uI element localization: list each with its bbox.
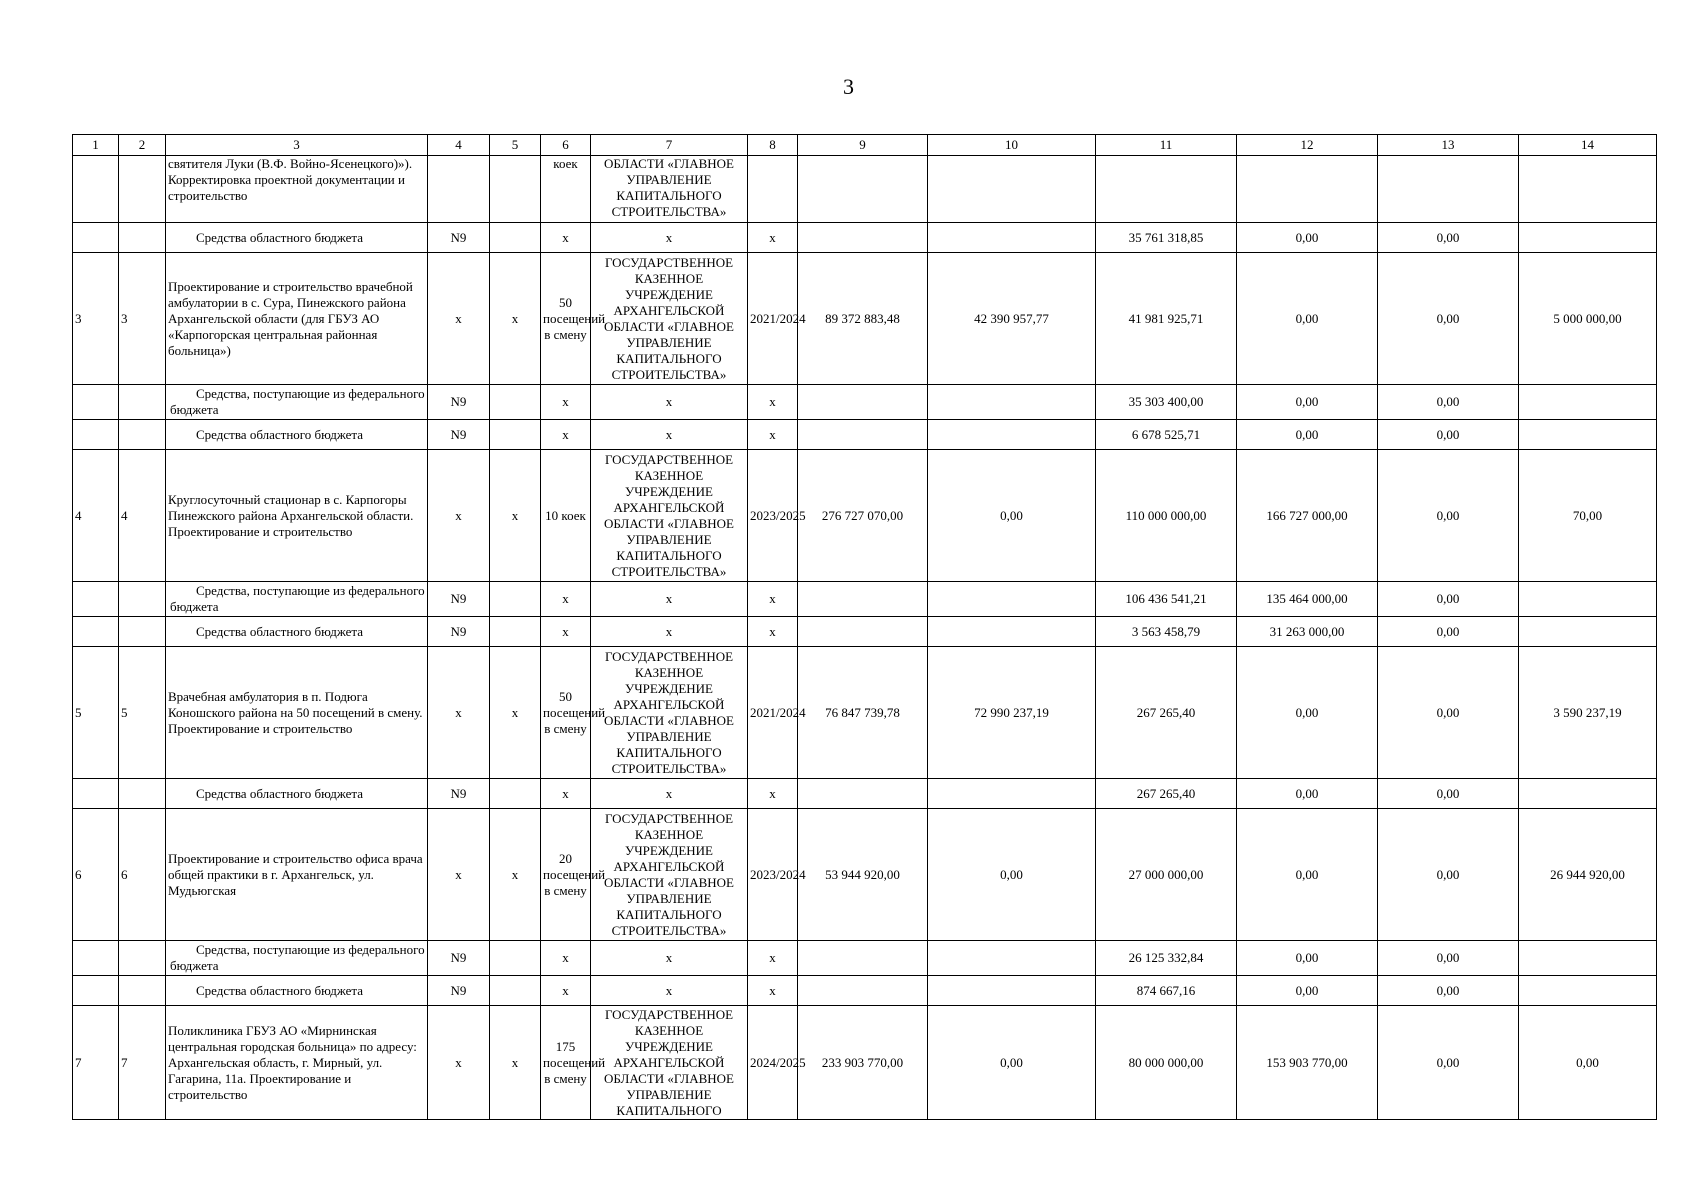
total-cost: [798, 617, 928, 647]
capacity: x: [541, 617, 591, 647]
col-11-value: 41 981 925,71: [1096, 253, 1237, 385]
col-12-value: 0,00: [1237, 223, 1378, 253]
col-12-value: 31 263 000,00: [1237, 617, 1378, 647]
col-12-value: 0,00: [1237, 941, 1378, 976]
col-10-value: [928, 941, 1096, 976]
col-12-value: 166 727 000,00: [1237, 450, 1378, 582]
col-14-value: [1519, 779, 1657, 809]
period: x: [748, 617, 798, 647]
col-12-value: 135 464 000,00: [1237, 582, 1378, 617]
col-14-value: [1519, 582, 1657, 617]
column-number: 7: [591, 135, 748, 156]
col-11-value: 27 000 000,00: [1096, 809, 1237, 941]
col-13-value: 0,00: [1378, 253, 1519, 385]
col-10-value: 0,00: [928, 1006, 1096, 1120]
total-cost: [798, 582, 928, 617]
col-12-value: [1237, 156, 1378, 223]
object-number: [119, 941, 166, 976]
capacity: коек: [541, 156, 591, 223]
column-number-row: [73, 135, 1657, 156]
period: x: [748, 582, 798, 617]
customer: ГОСУДАРСТВЕННОЕ КАЗЕННОЕ УЧРЕЖДЕНИЕ АРХАНГЕЛЬСКОЙ ОБЛАСТИ «ГЛАВНОЕ УПРАВЛЕНИЕ КАПИТАЛЬНОГО СТРОИТЕЛЬСТВА»: [591, 809, 748, 941]
object-name: Поликлиника ГБУЗ АО «Мирнинская центральная городская больница» по адресу: Архангельская область, г. Мирный, ул. Гагарина, 11а. Проектирование и строительство: [166, 1006, 428, 1120]
col-5-value: x: [490, 450, 541, 582]
table-row: [73, 253, 1657, 385]
period: x: [748, 779, 798, 809]
total-cost: [798, 156, 928, 223]
col-5-value: x: [490, 253, 541, 385]
col-4-value: N9: [428, 385, 490, 420]
table-row: [73, 450, 1657, 582]
col-5-value: [490, 582, 541, 617]
table-row: [73, 941, 1657, 976]
col-10-value: 42 390 957,77: [928, 253, 1096, 385]
col-14-value: 5 000 000,00: [1519, 253, 1657, 385]
object-name: Проектирование и строительство врачебной амбулатории в с. Сура, Пинежского района Архангельской области (для ГБУЗ АО «Карпогорская центральная районная больница»): [166, 253, 428, 385]
col-12-value: 0,00: [1237, 779, 1378, 809]
capacity: x: [541, 976, 591, 1006]
col-14-value: 3 590 237,19: [1519, 647, 1657, 779]
capacity: x: [541, 582, 591, 617]
object-number: [119, 223, 166, 253]
capacity: x: [541, 420, 591, 450]
col-14-value: [1519, 976, 1657, 1006]
table-row: [73, 647, 1657, 779]
col-10-value: [928, 223, 1096, 253]
col-5-value: [490, 617, 541, 647]
col-5-value: [490, 976, 541, 1006]
column-number: 12: [1237, 135, 1378, 156]
total-cost: [798, 779, 928, 809]
period: x: [748, 385, 798, 420]
row-number: 3: [73, 253, 119, 385]
table-row: [73, 976, 1657, 1006]
col-14-value: [1519, 385, 1657, 420]
col-4-value: x: [428, 253, 490, 385]
column-number: 10: [928, 135, 1096, 156]
page-number: 3: [843, 74, 854, 99]
row-number: 7: [73, 1006, 119, 1120]
column-number: 13: [1378, 135, 1519, 156]
total-cost: 233 903 770,00: [798, 1006, 928, 1120]
table-row: [73, 809, 1657, 941]
col-10-value: 0,00: [928, 809, 1096, 941]
col-14-value: [1519, 941, 1657, 976]
object-name: Средства областного бюджета: [166, 976, 428, 1006]
period: 2021/2024: [748, 253, 798, 385]
object-number: [119, 976, 166, 1006]
col-4-value: x: [428, 450, 490, 582]
customer: x: [591, 617, 748, 647]
capacity: x: [541, 385, 591, 420]
col-5-value: [490, 779, 541, 809]
row-number: [73, 779, 119, 809]
col-10-value: [928, 385, 1096, 420]
column-number: 8: [748, 135, 798, 156]
table-row: [73, 1006, 1657, 1120]
col-11-value: 35 761 318,85: [1096, 223, 1237, 253]
col-10-value: [928, 976, 1096, 1006]
total-cost: 53 944 920,00: [798, 809, 928, 941]
col-14-value: 0,00: [1519, 1006, 1657, 1120]
period: x: [748, 420, 798, 450]
customer: ОБЛАСТИ «ГЛАВНОЕ УПРАВЛЕНИЕ КАПИТАЛЬНОГО СТРОИТЕЛЬСТВА»: [591, 156, 748, 223]
row-number: [73, 420, 119, 450]
col-14-value: [1519, 420, 1657, 450]
col-4-value: N9: [428, 223, 490, 253]
col-11-value: 267 265,40: [1096, 647, 1237, 779]
object-number: 7: [119, 1006, 166, 1120]
col-12-value: 0,00: [1237, 253, 1378, 385]
capacity: 10 коек: [541, 450, 591, 582]
capacity: 20 посещений в смену: [541, 809, 591, 941]
row-number: 5: [73, 647, 119, 779]
total-cost: 276 727 070,00: [798, 450, 928, 582]
period: x: [748, 941, 798, 976]
row-number: [73, 976, 119, 1006]
col-12-value: 0,00: [1237, 385, 1378, 420]
table-row: [73, 420, 1657, 450]
table-row: [73, 385, 1657, 420]
col-11-value: [1096, 156, 1237, 223]
table-row: [73, 156, 1657, 223]
object-number: [119, 582, 166, 617]
column-number: 11: [1096, 135, 1237, 156]
object-number: 5: [119, 647, 166, 779]
object-name: святителя Луки (В.Ф. Войно-Ясенецкого)»). Корректировка проектной документации и строительство: [166, 156, 428, 223]
col-13-value: 0,00: [1378, 617, 1519, 647]
total-cost: [798, 941, 928, 976]
col-14-value: [1519, 617, 1657, 647]
total-cost: [798, 976, 928, 1006]
col-11-value: 106 436 541,21: [1096, 582, 1237, 617]
capacity: 50 посещений в смену: [541, 253, 591, 385]
col-12-value: 0,00: [1237, 647, 1378, 779]
column-number: 3: [166, 135, 428, 156]
col-5-value: [490, 385, 541, 420]
row-number: [73, 156, 119, 223]
total-cost: [798, 420, 928, 450]
col-4-value: N9: [428, 582, 490, 617]
col-13-value: 0,00: [1378, 582, 1519, 617]
customer: x: [591, 582, 748, 617]
total-cost: 76 847 739,78: [798, 647, 928, 779]
object-number: 3: [119, 253, 166, 385]
row-number: [73, 385, 119, 420]
row-number: 4: [73, 450, 119, 582]
col-13-value: [1378, 156, 1519, 223]
col-4-value: x: [428, 809, 490, 941]
object-name: Средства областного бюджета: [166, 223, 428, 253]
customer: x: [591, 420, 748, 450]
col-5-value: [490, 223, 541, 253]
col-11-value: 35 303 400,00: [1096, 385, 1237, 420]
total-cost: [798, 385, 928, 420]
period: 2024/2025: [748, 1006, 798, 1120]
period: 2023/2025: [748, 450, 798, 582]
row-number: 6: [73, 809, 119, 941]
row-number: [73, 941, 119, 976]
col-11-value: 80 000 000,00: [1096, 1006, 1237, 1120]
object-name: Проектирование и строительство офиса врача общей практики в г. Архангельск, ул. Мудьюгская: [166, 809, 428, 941]
col-4-value: N9: [428, 617, 490, 647]
col-13-value: 0,00: [1378, 809, 1519, 941]
col-11-value: 874 667,16: [1096, 976, 1237, 1006]
total-cost: 89 372 883,48: [798, 253, 928, 385]
col-14-value: 26 944 920,00: [1519, 809, 1657, 941]
total-cost: [798, 223, 928, 253]
table-row: [73, 617, 1657, 647]
col-4-value: N9: [428, 779, 490, 809]
col-5-value: x: [490, 809, 541, 941]
object-number: [119, 617, 166, 647]
object-name: Средства областного бюджета: [166, 617, 428, 647]
row-number: [73, 223, 119, 253]
customer: ГОСУДАРСТВЕННОЕ КАЗЕННОЕ УЧРЕЖДЕНИЕ АРХАНГЕЛЬСКОЙ ОБЛАСТИ «ГЛАВНОЕ УПРАВЛЕНИЕ КАПИТАЛЬНОГО: [591, 1006, 748, 1120]
column-number: 4: [428, 135, 490, 156]
col-13-value: 0,00: [1378, 450, 1519, 582]
col-10-value: 72 990 237,19: [928, 647, 1096, 779]
object-name: Средства, поступающие из федерального бюджета: [166, 941, 428, 976]
object-number: [119, 385, 166, 420]
col-5-value: [490, 156, 541, 223]
col-10-value: [928, 582, 1096, 617]
object-name: Средства областного бюджета: [166, 420, 428, 450]
object-number: 4: [119, 450, 166, 582]
col-4-value: N9: [428, 941, 490, 976]
capacity: x: [541, 941, 591, 976]
col-11-value: 26 125 332,84: [1096, 941, 1237, 976]
col-14-value: [1519, 223, 1657, 253]
period: x: [748, 976, 798, 1006]
col-11-value: 267 265,40: [1096, 779, 1237, 809]
table-row: [73, 779, 1657, 809]
col-13-value: 0,00: [1378, 1006, 1519, 1120]
col-13-value: 0,00: [1378, 385, 1519, 420]
col-10-value: [928, 617, 1096, 647]
col-10-value: [928, 779, 1096, 809]
col-11-value: 6 678 525,71: [1096, 420, 1237, 450]
period: 2023/2024: [748, 809, 798, 941]
capacity: 50 посещений в смену: [541, 647, 591, 779]
customer: ГОСУДАРСТВЕННОЕ КАЗЕННОЕ УЧРЕЖДЕНИЕ АРХАНГЕЛЬСКОЙ ОБЛАСТИ «ГЛАВНОЕ УПРАВЛЕНИЕ КАПИТАЛЬНОГО СТРОИТЕЛЬСТВА»: [591, 647, 748, 779]
col-4-value: x: [428, 1006, 490, 1120]
col-14-value: 70,00: [1519, 450, 1657, 582]
col-11-value: 110 000 000,00: [1096, 450, 1237, 582]
column-number: 14: [1519, 135, 1657, 156]
budget-table: [72, 134, 1657, 1120]
col-5-value: x: [490, 1006, 541, 1120]
period: x: [748, 223, 798, 253]
customer: x: [591, 779, 748, 809]
col-5-value: x: [490, 647, 541, 779]
customer: ГОСУДАРСТВЕННОЕ КАЗЕННОЕ УЧРЕЖДЕНИЕ АРХАНГЕЛЬСКОЙ ОБЛАСТИ «ГЛАВНОЕ УПРАВЛЕНИЕ КАПИТАЛЬНОГО СТРОИТЕЛЬСТВА»: [591, 253, 748, 385]
customer: ГОСУДАРСТВЕННОЕ КАЗЕННОЕ УЧРЕЖДЕНИЕ АРХАНГЕЛЬСКОЙ ОБЛАСТИ «ГЛАВНОЕ УПРАВЛЕНИЕ КАПИТАЛЬНОГО СТРОИТЕЛЬСТВА»: [591, 450, 748, 582]
object-name: Средства, поступающие из федерального бюджета: [166, 582, 428, 617]
object-name: Средства областного бюджета: [166, 779, 428, 809]
row-number: [73, 617, 119, 647]
col-10-value: [928, 420, 1096, 450]
col-4-value: x: [428, 647, 490, 779]
capacity: x: [541, 779, 591, 809]
col-12-value: 0,00: [1237, 809, 1378, 941]
column-number: 6: [541, 135, 591, 156]
column-number: 2: [119, 135, 166, 156]
object-number: [119, 156, 166, 223]
col-5-value: [490, 941, 541, 976]
object-number: [119, 779, 166, 809]
capacity: x: [541, 223, 591, 253]
period: 2021/2024: [748, 647, 798, 779]
object-number: [119, 420, 166, 450]
col-12-value: 0,00: [1237, 420, 1378, 450]
column-number: 1: [73, 135, 119, 156]
col-12-value: 0,00: [1237, 976, 1378, 1006]
col-4-value: N9: [428, 976, 490, 1006]
col-14-value: [1519, 156, 1657, 223]
col-10-value: 0,00: [928, 450, 1096, 582]
customer: x: [591, 976, 748, 1006]
object-name: Средства, поступающие из федерального бюджета: [166, 385, 428, 420]
customer: x: [591, 941, 748, 976]
column-number: 5: [490, 135, 541, 156]
col-10-value: [928, 156, 1096, 223]
object-name: Врачебная амбулатория в п. Подюга Коношского района на 50 посещений в смену. Проектирование и строительство: [166, 647, 428, 779]
table-row: [73, 223, 1657, 253]
col-4-value: [428, 156, 490, 223]
row-number: [73, 582, 119, 617]
col-13-value: 0,00: [1378, 779, 1519, 809]
object-number: 6: [119, 809, 166, 941]
col-4-value: N9: [428, 420, 490, 450]
object-name: Круглосуточный стационар в с. Карпогоры Пинежского района Архангельской области. Проектирование и строительство: [166, 450, 428, 582]
column-number: 9: [798, 135, 928, 156]
period: [748, 156, 798, 223]
col-13-value: 0,00: [1378, 976, 1519, 1006]
col-13-value: 0,00: [1378, 647, 1519, 779]
customer: x: [591, 385, 748, 420]
customer: x: [591, 223, 748, 253]
col-12-value: 153 903 770,00: [1237, 1006, 1378, 1120]
capacity: 175 посещений в смену: [541, 1006, 591, 1120]
col-13-value: 0,00: [1378, 420, 1519, 450]
col-13-value: 0,00: [1378, 223, 1519, 253]
col-11-value: 3 563 458,79: [1096, 617, 1237, 647]
col-13-value: 0,00: [1378, 941, 1519, 976]
table-row: [73, 582, 1657, 617]
col-5-value: [490, 420, 541, 450]
